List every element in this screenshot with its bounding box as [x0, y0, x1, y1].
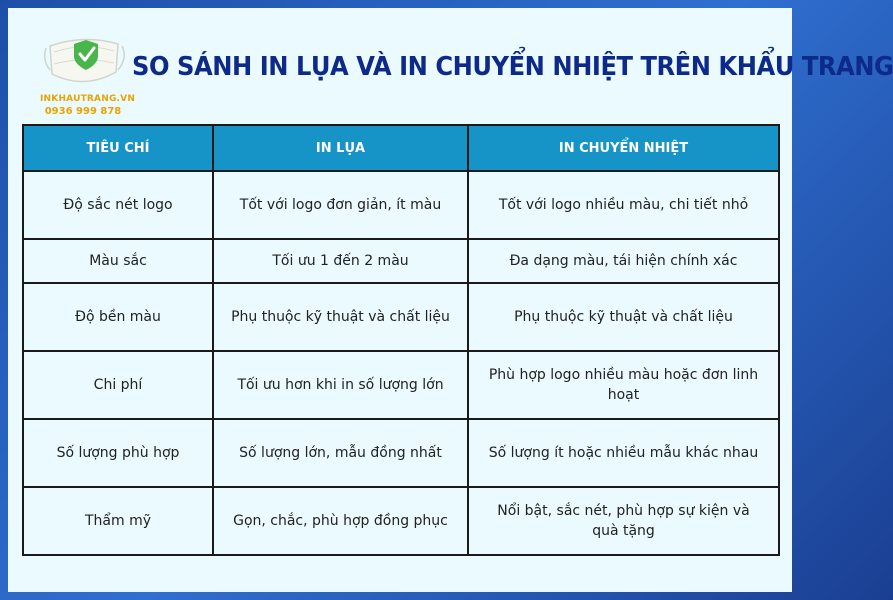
screen-print-cell: Gọn, chắc, phù hợp đồng phục: [213, 487, 468, 555]
table-row: [23, 239, 779, 283]
table-row: [23, 419, 779, 487]
criteria-cell: Độ sắc nét logo: [23, 171, 213, 239]
comparison-table: [22, 124, 780, 556]
table-row: [23, 351, 779, 419]
criteria-cell: Thẩm mỹ: [23, 487, 213, 555]
header-heat-transfer: IN CHUYỂN NHIỆT: [468, 125, 779, 171]
logo-site-name: INKHAUTRANG.VN: [40, 94, 136, 104]
table-row: [23, 487, 779, 555]
table-row: [23, 171, 779, 239]
logo-phone: 0936 999 878: [44, 106, 122, 117]
heat-transfer-cell: Số lượng ít hoặc nhiều mẫu khác nhau: [468, 419, 779, 487]
table-row: [23, 283, 779, 351]
face-mask-icon: [44, 32, 124, 90]
header-criteria: TIÊU CHÍ: [23, 125, 213, 171]
screen-print-cell: Số lượng lớn, mẫu đồng nhất: [213, 419, 468, 487]
criteria-cell: Số lượng phù hợp: [23, 419, 213, 487]
heat-transfer-cell: Tốt với logo nhiều màu, chi tiết nhỏ: [468, 171, 779, 239]
criteria-cell: Chi phí: [23, 351, 213, 419]
header-screen-print: IN LỤA: [213, 125, 468, 171]
criteria-cell: Độ bền màu: [23, 283, 213, 351]
screen-print-cell: Tối ưu hơn khi in số lượng lớn: [213, 351, 468, 419]
criteria-cell: Màu sắc: [23, 239, 213, 283]
screen-print-cell: Phụ thuộc kỹ thuật và chất liệu: [213, 283, 468, 351]
screen-print-cell: Tốt với logo đơn giản, ít màu: [213, 171, 468, 239]
page-title: SO SÁNH IN LỤA VÀ IN CHUYỂN NHIỆT TRÊN KHẨU TRANG: [132, 52, 893, 82]
heat-transfer-cell: Đa dạng màu, tái hiện chính xác: [468, 239, 779, 283]
brand-logo: [40, 30, 136, 117]
heat-transfer-cell: Phù hợp logo nhiều màu hoặc đơn linh hoạt: [468, 351, 779, 419]
screen-print-cell: Tối ưu 1 đến 2 màu: [213, 239, 468, 283]
table-header-row: [23, 125, 779, 171]
heat-transfer-cell: Nổi bật, sắc nét, phù hợp sự kiện và quà tặng: [468, 487, 779, 555]
heat-transfer-cell: Phụ thuộc kỹ thuật và chất liệu: [468, 283, 779, 351]
